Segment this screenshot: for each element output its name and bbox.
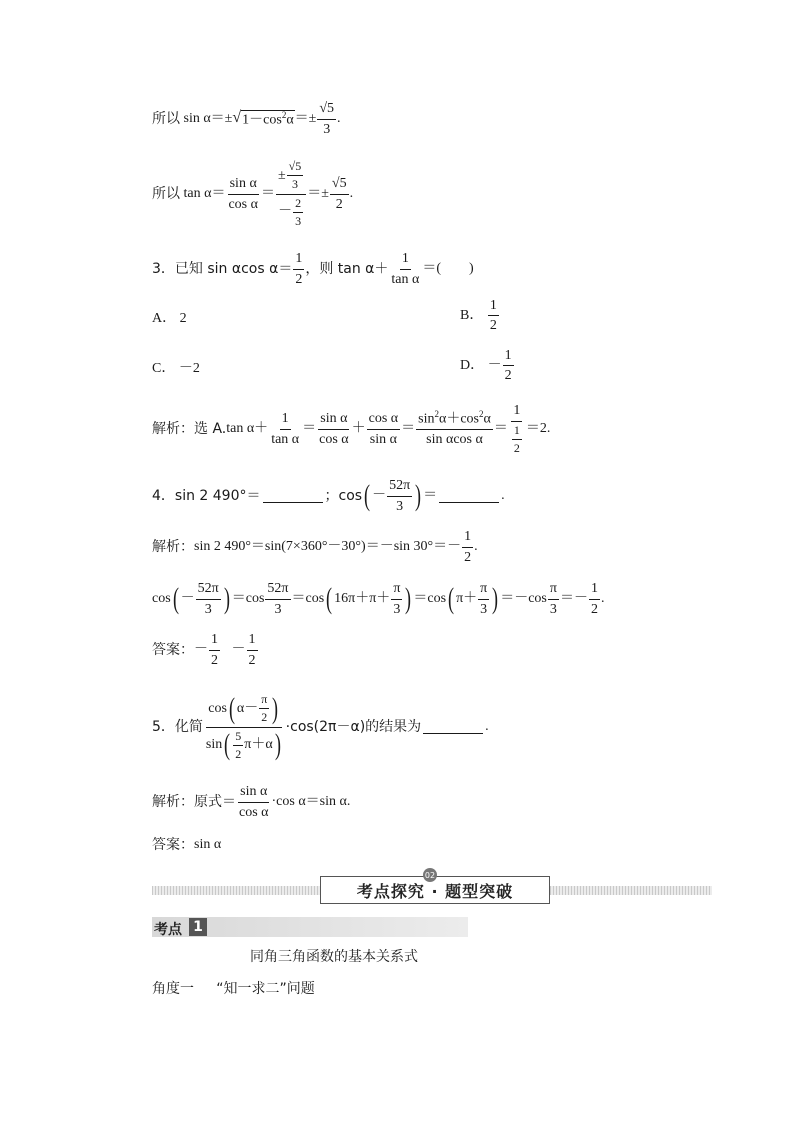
banner-bar-right xyxy=(550,886,712,895)
text: 所以 xyxy=(152,186,180,202)
fraction: $\frac{√5}{3}$ xyxy=(319,101,335,137)
question-4-stem xyxy=(152,474,505,518)
text: ＝( ) xyxy=(422,261,474,276)
fraction: 1 2 xyxy=(295,251,303,287)
text: . xyxy=(337,111,341,126)
text: ＝± xyxy=(307,186,329,201)
option-d: D． － 1 2 xyxy=(460,348,512,384)
fraction: 1 2 xyxy=(211,632,218,668)
section-title: 同角三角函数的基本关系式 xyxy=(250,949,418,965)
kaodian-label: 考点 xyxy=(154,922,182,938)
banner-badge: 02 xyxy=(423,868,437,882)
text: ＝ xyxy=(423,488,438,503)
text: ·cos α＝sin α. xyxy=(271,794,351,809)
fraction: $\frac{√5}{2}$ xyxy=(331,176,347,212)
banner-title: 考点探究 · 题型突破 xyxy=(320,876,550,904)
text: ＝ xyxy=(493,421,508,436)
question-5-stem xyxy=(152,680,489,774)
text: tan α＋ xyxy=(226,421,269,436)
text: . xyxy=(349,186,354,201)
paren-group: ( － 52π 3 ) xyxy=(364,478,422,514)
fraction: 52π 3 xyxy=(267,581,289,617)
text: 2 xyxy=(281,110,287,121)
option-c: C． －2 xyxy=(152,361,200,376)
text: tan α＝ xyxy=(183,186,226,201)
text: ·cos(2π－α)的结果为 xyxy=(285,719,422,735)
fraction: π 3 xyxy=(549,581,557,617)
text: ＝cos xyxy=(291,591,325,606)
fraction: 1 2 xyxy=(504,348,512,384)
text: 3．已知 sin αcos α＝ xyxy=(152,261,293,277)
fraction: cos α sin α xyxy=(368,411,399,447)
text: ＝－cos xyxy=(500,591,547,606)
answer-blank[interactable] xyxy=(423,721,483,734)
fraction: sin α cos α xyxy=(319,411,349,447)
text: 选 A. xyxy=(194,421,227,437)
kaodian-header xyxy=(152,917,468,937)
answer-blank[interactable] xyxy=(263,490,323,503)
fraction: 1 tan α xyxy=(391,251,420,287)
question-3-stem xyxy=(152,248,474,290)
option-a: A． 2 xyxy=(152,311,187,326)
text: ＝ xyxy=(401,421,416,436)
text: 4．sin 2 490°＝ xyxy=(152,488,261,504)
text: cos xyxy=(152,591,171,606)
angle-heading: 角度一 “知一求二”问题 xyxy=(152,981,315,997)
question-5-solution xyxy=(152,782,350,822)
sqrt-expression: √ $1-\cos^2\alpha$ xyxy=(232,109,294,128)
option-b: B． 1 2 xyxy=(460,298,497,334)
text: . xyxy=(600,591,605,606)
text: 原式＝ xyxy=(194,794,236,810)
question-4-solution-1 xyxy=(152,526,478,568)
question-4-answer: 答案： － 1 2 － 1 2 xyxy=(152,632,256,668)
fraction: 1 2 xyxy=(489,298,497,334)
text: . xyxy=(485,719,489,734)
question-4-solution-2 xyxy=(152,577,604,621)
fraction: 1 2 xyxy=(464,529,472,565)
compound-fraction: 1 $\frac{1}{2}$ xyxy=(513,403,521,455)
text: ＝2. xyxy=(525,421,551,436)
text: sin α xyxy=(194,837,222,852)
text: 解析： xyxy=(152,421,194,437)
text: 所以 xyxy=(152,111,180,127)
text: sin 2 490°＝sin(7×360°－30°)＝－sin 30°＝－ xyxy=(194,539,462,554)
text: 答案： xyxy=(152,837,194,853)
kaodian-number: 1 xyxy=(189,918,207,936)
question-5-answer xyxy=(152,836,221,854)
text: . xyxy=(501,488,505,503)
text: ＝ xyxy=(260,186,275,201)
prev-solution-line-2 xyxy=(152,148,353,240)
text: . xyxy=(474,539,478,554)
banner-bar-left xyxy=(152,886,320,895)
text: 解析： xyxy=(152,539,194,555)
text: 5．化简 xyxy=(152,719,203,735)
compound-fraction: cos ( α－ π 2 ) sin ( 5 2 π＋α ) xyxy=(205,691,281,762)
text: ＝± xyxy=(294,111,317,126)
text: α xyxy=(286,112,294,128)
paren-group: ( 16π＋π＋ π 3 ) xyxy=(326,581,412,617)
compound-fraction: ± $\frac{√5}{3}$ － 2 3 xyxy=(276,160,306,228)
text: ＝cos xyxy=(231,591,265,606)
fraction: sin α cos α xyxy=(228,176,258,212)
fraction: 1 tan α xyxy=(271,411,300,447)
text: sin α＝± xyxy=(183,111,233,126)
text: ＝cos xyxy=(413,591,447,606)
answer-blank[interactable] xyxy=(439,490,499,503)
text: 答案： xyxy=(152,642,194,658)
fraction: $\sin^2\alpha+\cos^2\alpha$ sin αcos α xyxy=(418,409,491,448)
text: 解析： xyxy=(152,794,194,810)
section-banner xyxy=(152,870,712,906)
text: ＋ xyxy=(351,421,366,436)
prev-solution-line-1 xyxy=(152,96,341,142)
fraction: 1 2 xyxy=(590,581,598,617)
text: 1－cos xyxy=(242,112,282,128)
fraction: sin α cos α xyxy=(239,784,269,820)
text: ；cos xyxy=(324,488,363,504)
text: ＝ xyxy=(302,421,317,436)
fraction: 1 2 xyxy=(248,632,256,668)
text: ，则 tan α＋ xyxy=(305,261,389,277)
paren-group: ( π＋ π 3 ) xyxy=(448,581,499,617)
question-3-solution xyxy=(152,396,550,462)
text: ＝－ xyxy=(559,591,588,606)
paren-group: ( － 52π 3 ) xyxy=(172,581,230,617)
